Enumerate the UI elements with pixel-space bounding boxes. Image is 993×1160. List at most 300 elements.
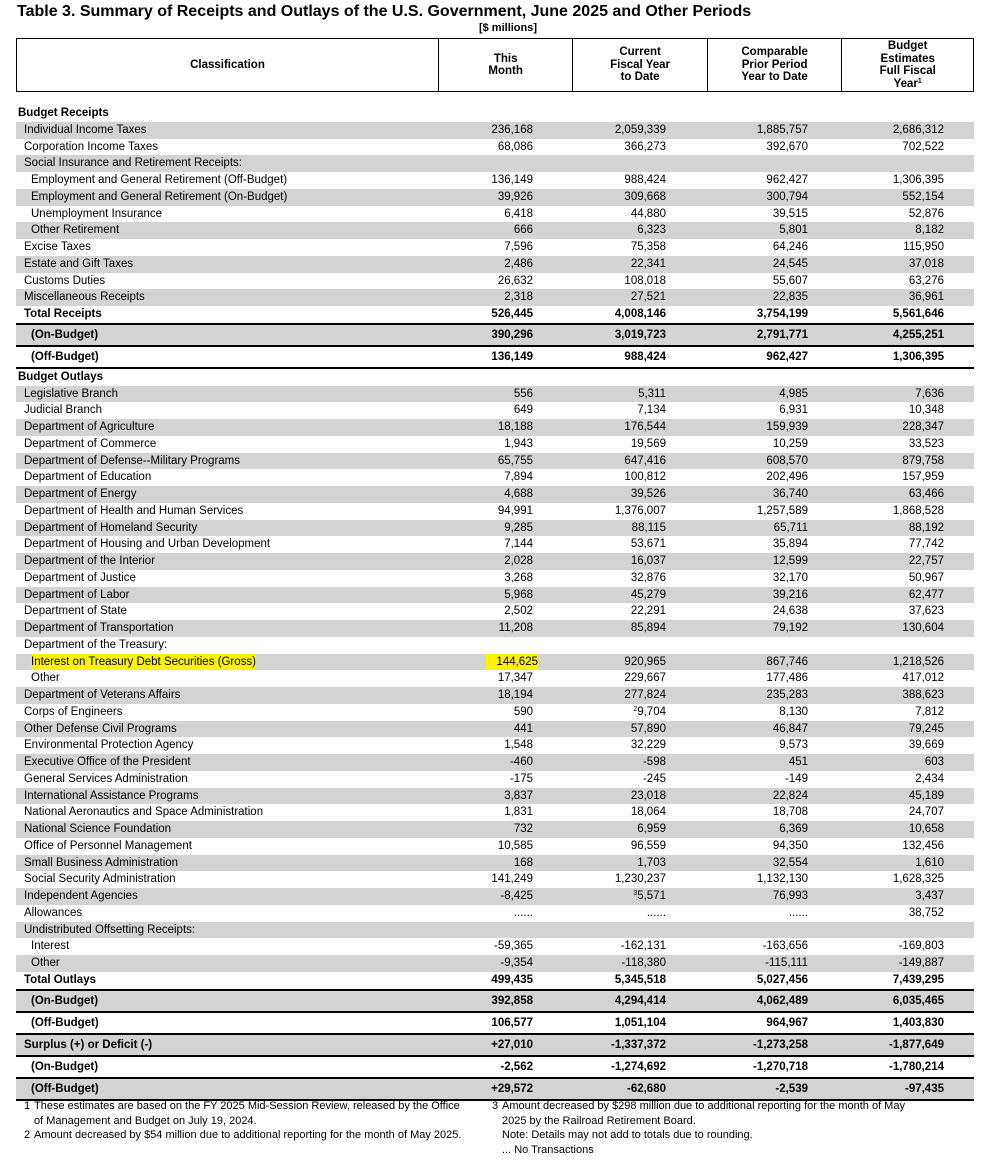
row-label: (Off-Budget) xyxy=(31,1016,99,1029)
cell-value: 702,522 xyxy=(902,140,944,153)
cell-value: 3,754,199 xyxy=(756,308,808,320)
cell-value: 46,847 xyxy=(772,722,808,735)
cell-value: 4,008,146 xyxy=(614,308,666,320)
cell-value: -149 xyxy=(784,772,808,785)
cell-value: -2,539 xyxy=(775,1082,808,1095)
row-label: Department of Labor xyxy=(24,588,130,601)
row-label: Employment and General Retirement (Off-Budget) xyxy=(31,174,288,186)
footnote-number: 2 xyxy=(24,1129,31,1141)
row-label: Other Defense Civil Programs xyxy=(24,722,177,735)
cell-value: -2,562 xyxy=(500,1060,533,1073)
cell-value: 388,623 xyxy=(902,689,944,701)
cell-value: -9,354 xyxy=(500,957,533,969)
cell-value: -1,274,692 xyxy=(611,1060,666,1073)
table-row xyxy=(16,989,974,1011)
cell-value: 52,876 xyxy=(908,207,944,220)
cell-value: 1,943 xyxy=(504,437,533,450)
cell-value: 62,477 xyxy=(908,588,944,601)
table-row xyxy=(16,386,974,403)
row-label: Individual Income Taxes xyxy=(24,123,147,136)
cell-value: 32,170 xyxy=(772,571,808,584)
cell-value: 647,416 xyxy=(624,454,666,467)
cell-value: 68,086 xyxy=(497,140,533,153)
cell-value: -162,131 xyxy=(620,940,666,953)
row-label: Department of Defense--Military Programs xyxy=(24,454,241,467)
cell-value xyxy=(418,654,538,671)
table-row xyxy=(16,239,974,256)
cell-value: 24,638 xyxy=(772,605,808,618)
cell-value xyxy=(546,888,666,905)
cell-value: -1,877,649 xyxy=(889,1038,944,1051)
cell-value: 6,418 xyxy=(504,207,533,220)
table-row xyxy=(16,189,974,206)
table-row xyxy=(16,938,974,955)
table-row xyxy=(16,122,974,139)
cell-value: 590 xyxy=(513,705,533,718)
table-row xyxy=(16,721,974,738)
table-row xyxy=(16,804,974,821)
cell-value: 19,569 xyxy=(630,437,666,450)
cell-value: 277,824 xyxy=(624,689,666,701)
cell-value: -1,270,718 xyxy=(753,1060,808,1073)
cell-value: 55,607 xyxy=(772,274,808,287)
cell-value: 1,548 xyxy=(504,739,533,752)
header-prior: Comparable Prior Period Year to Date xyxy=(707,39,842,92)
table-row xyxy=(16,871,974,888)
footnote-number: 3 xyxy=(492,1100,499,1112)
cell-value: 236,168 xyxy=(491,123,533,136)
cell-value: 1,306,395 xyxy=(892,174,944,186)
row-label: Department of Commerce xyxy=(24,437,157,450)
table-row xyxy=(16,289,974,306)
table-row xyxy=(16,503,974,520)
footnote-text: ... No Transactions xyxy=(502,1143,594,1156)
table-row xyxy=(16,345,974,369)
cell-value: 65,755 xyxy=(497,454,533,467)
cell-value: -149,887 xyxy=(898,957,944,969)
table-row xyxy=(16,469,974,486)
cell-value: -1,273,258 xyxy=(753,1038,808,1051)
cell-value: 7,144 xyxy=(504,538,533,551)
row-label: Legislative Branch xyxy=(24,387,118,400)
cell-value: 441 xyxy=(513,722,533,735)
cell-value: 6,323 xyxy=(637,224,666,237)
cell-value: 879,758 xyxy=(902,454,944,467)
cell-value: 11,208 xyxy=(498,622,533,634)
table-row xyxy=(16,553,974,570)
cell-value: 392,670 xyxy=(766,140,808,153)
cell-value: 235,283 xyxy=(766,689,808,701)
cell-value: 94,350 xyxy=(772,839,808,852)
cell-value: 76,993 xyxy=(772,890,808,902)
row-label: National Aeronautics and Space Administration xyxy=(24,806,264,819)
cell-value: 7,134 xyxy=(637,404,666,417)
cell-value: 57,890 xyxy=(630,722,666,735)
table-row xyxy=(16,419,974,436)
cell-value: 1,610 xyxy=(915,856,944,869)
cell-value: 920,965 xyxy=(624,655,666,668)
cell-value: ...... xyxy=(646,906,666,919)
cell-value: 159,939 xyxy=(766,421,808,433)
cell-value: 39,926 xyxy=(497,190,533,203)
table-row xyxy=(16,402,974,419)
cell-value: 1,132,130 xyxy=(756,873,808,886)
row-label: National Science Foundation xyxy=(24,823,172,835)
cell-value: 157,959 xyxy=(902,471,944,484)
cell-value: 392,858 xyxy=(491,994,533,1007)
footnote-text: Note: Details may not add to totals due to rounding. xyxy=(502,1129,753,1141)
cell-value: 202,496 xyxy=(766,471,808,484)
table-row xyxy=(16,520,974,537)
cell-value: 4,985 xyxy=(779,387,808,400)
table-row xyxy=(16,486,974,503)
row-label: Other xyxy=(31,957,60,969)
table-row xyxy=(16,922,974,939)
table-row xyxy=(16,654,974,671)
cell-value: 136,149 xyxy=(491,174,533,186)
table-row xyxy=(16,905,974,922)
footnote-text: These estimates are based on the FY 2025 Mid-Session Review, released by the Office of Management and Budget on July 19, 2024. xyxy=(34,1100,460,1127)
table-row xyxy=(16,737,974,754)
cell-value: 50,967 xyxy=(908,571,944,584)
row-label: Judicial Branch xyxy=(24,404,102,417)
row-label: Other Retirement xyxy=(31,224,120,237)
cell-value: 8,182 xyxy=(915,224,944,237)
cell-value: 39,515 xyxy=(772,207,808,220)
footnote-ref: 2 xyxy=(633,705,638,713)
row-label: Corporation Income Taxes xyxy=(24,140,159,153)
cell-value: 63,466 xyxy=(908,488,944,500)
row-label: Total Outlays xyxy=(24,973,96,986)
cell-value: 1,831 xyxy=(504,806,533,819)
cell-value: 1,306,395 xyxy=(892,350,944,363)
cell-value: 23,018 xyxy=(630,789,666,802)
row-label: Customs Duties xyxy=(24,274,106,287)
cell-value: -1,337,372 xyxy=(611,1038,666,1051)
table-row xyxy=(16,139,974,156)
table-row xyxy=(16,637,974,654)
cell-value: 9,285 xyxy=(504,521,533,534)
cell-value: 36,740 xyxy=(772,488,808,500)
row-label: Social Security Administration xyxy=(24,873,176,886)
cell-value: 732 xyxy=(513,823,533,835)
cell-value: 6,369 xyxy=(779,823,808,835)
header-this-month: This Month xyxy=(438,39,572,92)
cell-value: 300,794 xyxy=(766,190,808,203)
table-row xyxy=(16,687,974,704)
row-label: Independent Agencies xyxy=(24,890,138,902)
cell-value: -175 xyxy=(509,772,533,785)
cell-value: 100,812 xyxy=(624,471,666,484)
cell-value: 22,291 xyxy=(630,605,666,618)
cell-value: 36,961 xyxy=(908,291,944,304)
cell-value: 3,019,723 xyxy=(614,328,666,341)
cell-value: 45,279 xyxy=(630,588,666,601)
row-label: Interest on Treasury Debt Securities (Gross) xyxy=(31,654,256,671)
cell-value: 22,835 xyxy=(772,291,808,304)
cell-value: 552,154 xyxy=(902,190,944,203)
cell-value: 53,671 xyxy=(630,538,666,551)
cell-value: 451 xyxy=(788,756,808,768)
cell-value: 85,894 xyxy=(630,622,666,634)
cell-value: 37,018 xyxy=(908,257,944,270)
cell-value: 7,894 xyxy=(504,471,533,484)
cell-value: 1,868,528 xyxy=(892,504,944,517)
cell-value: 3,437 xyxy=(915,890,944,902)
cell-value: -245 xyxy=(642,772,666,785)
cell-value: 130,604 xyxy=(902,622,944,634)
cell-value: 16,037 xyxy=(630,555,666,567)
row-label: Department of State xyxy=(24,605,127,618)
cell-value: -115,111 xyxy=(765,957,808,969)
table-row xyxy=(16,436,974,453)
header-budget: Budget Estimates Full Fiscal Year$^1$ xyxy=(842,39,974,92)
cell-value: -169,803 xyxy=(898,940,944,953)
cell-value: 988,424 xyxy=(624,174,666,186)
row-label: Other xyxy=(31,672,60,685)
row-label: Department of Education xyxy=(24,471,152,484)
cell-value: 10,658 xyxy=(908,823,944,835)
row-label: Environmental Protection Agency xyxy=(24,739,194,752)
row-label: (Off-Budget) xyxy=(31,1082,99,1095)
table-row xyxy=(16,206,974,223)
cell-value: 6,931 xyxy=(779,404,808,417)
row-label: Department of Energy xyxy=(24,488,137,500)
cell-value: 666 xyxy=(513,224,533,237)
highlighted-value: 144,625 xyxy=(486,654,538,671)
row-label: Estate and Gift Taxes xyxy=(24,257,134,270)
cell-value-text: 5,571 xyxy=(637,890,666,902)
cell-value: 1,230,237 xyxy=(614,873,666,886)
header-fytd: Current Fiscal Year to Date xyxy=(573,39,707,92)
cell-value xyxy=(546,704,666,721)
cell-value: 366,273 xyxy=(624,140,666,153)
cell-value: 964,967 xyxy=(766,1016,808,1029)
cell-value: ...... xyxy=(513,906,533,919)
footnote xyxy=(492,1099,922,1128)
footnote xyxy=(492,1128,922,1143)
cell-value: -163,656 xyxy=(762,940,808,953)
footnote-text: Amount decreased by $54 million due to additional reporting for the month of May 2025. xyxy=(34,1129,462,1141)
cell-value: 77,742 xyxy=(908,538,944,551)
table-row xyxy=(16,670,974,687)
row-label: Miscellaneous Receipts xyxy=(24,291,145,304)
footnote-text: Amount decreased by $298 million due to additional reporting for the month of May 2025 by the Railroad Retirement Board. xyxy=(502,1100,905,1127)
table-row xyxy=(16,754,974,771)
cell-value: 6,959 xyxy=(637,823,666,835)
cell-value: 7,636 xyxy=(915,387,944,400)
cell-value: 75,358 xyxy=(630,241,666,253)
cell-value: 1,628,325 xyxy=(892,873,944,886)
cell-value: 2,686,312 xyxy=(892,123,944,136)
table-row xyxy=(16,838,974,855)
row-label: Department of the Interior xyxy=(24,555,156,567)
row-label: Department of Transportation xyxy=(24,622,174,634)
cell-value: 35,894 xyxy=(772,538,808,551)
cell-value: 5,968 xyxy=(504,588,533,601)
footnote xyxy=(24,1099,469,1128)
cell-value: 108,018 xyxy=(624,274,666,287)
cell-value: 18,188 xyxy=(497,421,533,433)
cell-value: 1,218,526 xyxy=(892,655,944,668)
cell-value: 4,062,489 xyxy=(756,994,808,1007)
row-label: (On-Budget) xyxy=(31,994,99,1007)
table-row xyxy=(16,1011,974,1035)
table-row xyxy=(16,620,974,637)
cell-value: 177,486 xyxy=(766,672,808,685)
row-label: Undistributed Offsetting Receipts: xyxy=(24,923,196,936)
cell-value: 10,259 xyxy=(772,437,808,450)
row-label: Department of Justice xyxy=(24,571,136,584)
row-label: (Off-Budget) xyxy=(31,350,99,363)
table-row xyxy=(16,955,974,972)
footnotes-left xyxy=(24,1099,469,1143)
table-row xyxy=(16,771,974,788)
table-row xyxy=(16,888,974,905)
cell-value: 1,403,830 xyxy=(892,1016,944,1029)
cell-value: 2,791,771 xyxy=(756,328,808,341)
cell-value: 22,757 xyxy=(908,555,944,567)
header-classification: Classification xyxy=(17,39,439,92)
cell-value: 38,752 xyxy=(908,906,944,919)
cell-value: 39,526 xyxy=(630,488,666,500)
cell-value: 33,523 xyxy=(908,437,944,450)
row-label: Social Insurance and Retirement Receipts: xyxy=(24,157,242,170)
row-label: Corps of Engineers xyxy=(24,705,123,718)
cell-value: 45,189 xyxy=(908,789,944,802)
footnote-number: 1 xyxy=(24,1100,31,1112)
cell-value: 526,445 xyxy=(491,308,533,320)
row-label: Budget Outlays xyxy=(18,370,103,383)
cell-value: 2,502 xyxy=(504,605,533,618)
table-row xyxy=(16,570,974,587)
cell-value: -59,365 xyxy=(493,940,533,953)
table-row xyxy=(16,788,974,805)
cell-value: 79,245 xyxy=(908,722,944,735)
cell-value: 106,577 xyxy=(491,1016,533,1029)
cell-value: 18,194 xyxy=(497,689,533,701)
cell-value: 962,427 xyxy=(766,350,808,363)
cell-value: 94,991 xyxy=(497,504,533,517)
row-label: Department of Homeland Security xyxy=(24,521,198,534)
row-label: Employment and General Retirement (On-Budget) xyxy=(31,190,288,203)
table-row xyxy=(16,972,974,989)
cell-value: 6,035,465 xyxy=(892,994,944,1007)
units-label: [$ millions] xyxy=(478,22,538,34)
row-label: Department of Housing and Urban Development xyxy=(24,538,271,551)
cell-value: 88,192 xyxy=(908,521,944,534)
cell-value: -118,380 xyxy=(621,957,666,969)
cell-value: 962,427 xyxy=(766,174,808,186)
cell-value: 12,599 xyxy=(772,555,808,567)
cell-value: 2,059,339 xyxy=(614,123,666,136)
row-label: Budget Receipts xyxy=(18,107,109,119)
cell-value: 2,434 xyxy=(915,772,944,785)
table-row xyxy=(16,453,974,470)
cell-value: 24,707 xyxy=(908,806,944,819)
cell-value: 309,668 xyxy=(624,190,666,203)
table-row xyxy=(16,369,974,386)
cell-value: 18,064 xyxy=(630,806,666,819)
cell-value: 39,669 xyxy=(908,739,944,752)
cell-value: 141,249 xyxy=(491,873,533,886)
cell-value: 17,347 xyxy=(497,672,533,685)
cell-value: 3,268 xyxy=(504,571,533,584)
cell-value: -62,680 xyxy=(626,1082,666,1095)
cell-value: 4,688 xyxy=(504,488,533,500)
table-row xyxy=(16,1035,974,1055)
cell-value: 64,246 xyxy=(772,241,808,253)
table-row xyxy=(16,587,974,604)
row-label: (On-Budget) xyxy=(31,1060,99,1073)
table-row xyxy=(16,323,974,345)
cell-value: 5,561,646 xyxy=(892,308,944,320)
cell-value: 24,545 xyxy=(772,257,808,270)
row-label: Department of Veterans Affairs xyxy=(24,689,181,701)
cell-value: 8,130 xyxy=(779,705,808,718)
table-body xyxy=(16,105,974,1101)
table-row xyxy=(16,855,974,872)
cell-value: 22,341 xyxy=(630,257,666,270)
table-row xyxy=(16,536,974,553)
cell-value: 2,028 xyxy=(504,555,533,567)
cell-value: ...... xyxy=(788,906,808,919)
cell-value: 417,012 xyxy=(902,672,944,685)
cell-value: 603 xyxy=(924,756,944,768)
cell-value: 22,824 xyxy=(772,789,808,802)
cell-value: 63,276 xyxy=(908,274,944,287)
cell-value: 37,623 xyxy=(908,605,944,618)
row-label: Department of the Treasury: xyxy=(24,638,168,651)
table-row xyxy=(16,256,974,273)
table-row xyxy=(16,273,974,290)
cell-value: 229,667 xyxy=(624,672,666,685)
cell-value: 5,345,518 xyxy=(614,973,666,986)
table-row xyxy=(16,222,974,239)
cell-value: 65,711 xyxy=(773,521,808,534)
row-label: General Services Administration xyxy=(24,772,188,785)
cell-value: +27,010 xyxy=(491,1038,533,1051)
cell-value: -1,780,214 xyxy=(889,1060,944,1073)
cell-value: 39,216 xyxy=(772,588,808,601)
cell-value: -97,435 xyxy=(904,1082,944,1095)
table-row xyxy=(16,1055,974,1077)
table-row xyxy=(16,105,974,122)
table-row xyxy=(16,306,974,323)
row-label: Executive Office of the President xyxy=(24,756,191,768)
footnote-ref: 3 xyxy=(633,890,638,897)
cell-value: 649 xyxy=(513,404,533,417)
cell-value: 3,837 xyxy=(504,789,533,802)
column-header xyxy=(16,38,974,92)
cell-value: 132,456 xyxy=(902,839,944,852)
table-row xyxy=(16,172,974,189)
row-label: International Assistance Programs xyxy=(24,789,199,802)
table-row xyxy=(16,155,974,172)
row-label: Unemployment Insurance xyxy=(31,207,163,220)
cell-value: 136,149 xyxy=(491,350,533,363)
row-label: (On-Budget) xyxy=(31,328,99,341)
cell-value: 1,885,757 xyxy=(756,123,808,136)
cell-value: 79,192 xyxy=(772,622,808,634)
cell-value: 1,257,589 xyxy=(756,504,808,517)
footnotes-right xyxy=(492,1099,922,1157)
cell-value: 499,435 xyxy=(491,973,533,986)
cell-value: 2,318 xyxy=(504,291,533,304)
cell-value: 2,486 xyxy=(504,257,533,270)
row-label: Small Business Administration xyxy=(24,856,179,869)
table-row xyxy=(16,1077,974,1101)
